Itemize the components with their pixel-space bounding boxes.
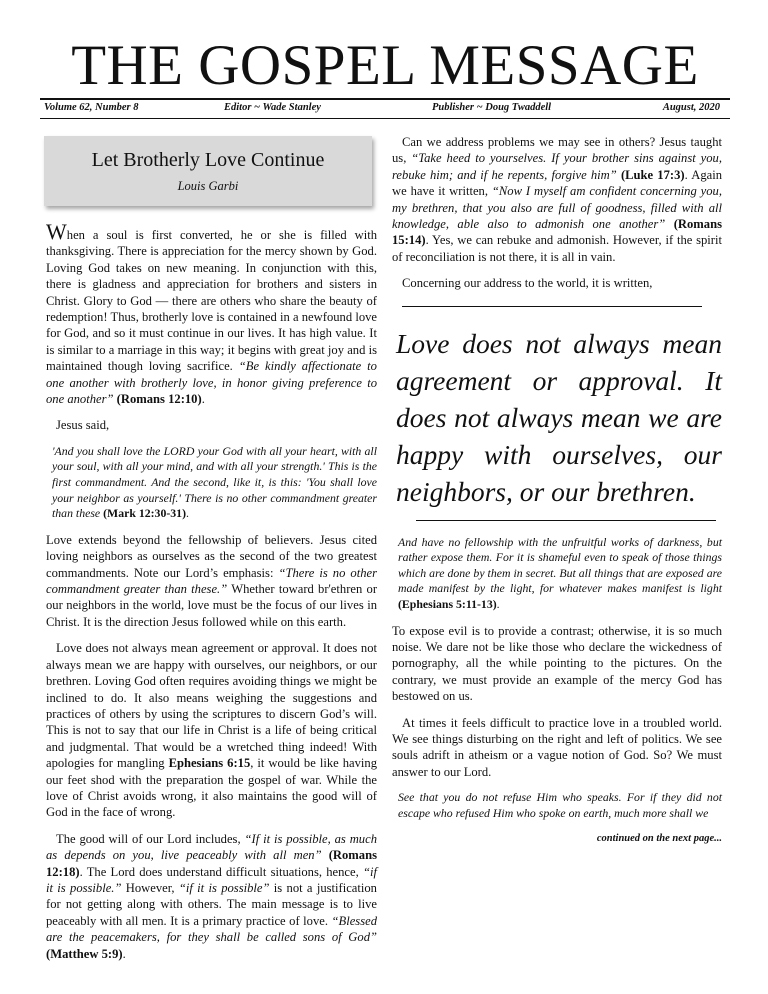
text: Whether toward br'ethren or our neighbors in the world, love must be the focus of our lives in Christ. It is the direction Jesus followed while on this earth. <box>46 582 378 629</box>
volume-number: Volume 62, Number 8 <box>44 102 139 113</box>
scripture-block <box>52 444 377 522</box>
paragraph <box>392 134 722 265</box>
text: , it would be like having our feet shod with the preparation the gospel of war. While the love of Christ avoids wrong, it also maintains the good will of God in the face of wrong. <box>46 756 377 820</box>
publisher: Publisher ~ Doug Twaddell <box>432 102 552 113</box>
scripture-block <box>398 790 722 821</box>
scripture-block <box>398 535 722 613</box>
paragraph <box>46 219 377 407</box>
paragraph <box>46 831 377 962</box>
scripture-quote: “There is no other commandment greater than these.” <box>46 565 377 597</box>
pullquote-rule-top <box>402 306 702 307</box>
editor: Editor ~ Wade Stanley <box>224 102 321 113</box>
text: Love does not always mean agreement or approval. It does not always mean we are happy with ourselves, our neighbors, or our brethren. Loving God often requires avoiding things we might be inclined to do. It also means weighing the suggestions and practices of others by using the scriptures to discern God’s will. This is not to say that our life in Christ is a life of being critical and judgmental. That would be a wretched thing indeed! With apologies for mangling <box>46 641 377 771</box>
scripture-quote: “If it is possible, as much as depends on you, live peaceably with all men” <box>46 831 377 863</box>
text: hen a soul is first converted, he or she is filled with thanksgiving. There is appreciation for the mercy shown by God. Loving God takes on new meaning. In conjunction with this, there is gladness and appreciation for brothers and sisters in Christ. Glory to God — there are others who share the beauty of redemption! Thus, brotherly love is contained in a newfound love for God, and so it must continue in our lives. It has high value. It is similar to a marriage in this way; it begins with great joy and is maintained though loving sacrifice. <box>46 228 377 374</box>
paragraph <box>46 532 377 630</box>
column-right <box>392 134 722 848</box>
pullquote-rule-bottom <box>416 520 716 521</box>
scripture-ref: (Matthew 5:9) <box>46 946 123 961</box>
text: . The Lord does understand difficult situations, hence, <box>79 864 363 879</box>
scripture-quote: “Take heed to yourselves. If your brother sins against you, rebuke him; and if he repents, forgive him” <box>392 151 722 182</box>
scripture-ref: (Luke 17:3) <box>620 167 685 182</box>
masthead-rule-bottom <box>40 118 730 119</box>
text: However, <box>121 880 179 895</box>
scripture-ref: (Mark 12:30-31) <box>103 506 187 521</box>
masthead-title: THE GOSPEL MESSAGE <box>71 34 699 97</box>
text: . <box>186 506 189 521</box>
scripture-ref: (Romans 12:18) <box>46 848 377 879</box>
masthead-rule-top <box>40 98 730 100</box>
text: . <box>122 946 126 961</box>
text: Can we address problems we may see in others? Jesus taught us, <box>392 135 722 166</box>
text: is not a justification for not getting along with others. The main message is to live peaceably with all men. It is a primary practice of love. <box>46 880 377 928</box>
scripture-quote: “Blessed are the peacemakers, for they shall be called sons of God” <box>46 913 377 945</box>
scripture-quote: “if it is possible” <box>178 880 270 895</box>
text: . <box>201 392 205 407</box>
continued-note: continued on the next page... <box>596 833 722 845</box>
text: Love extends beyond the fellowship of believers. Jesus cited loving neighbors as ourselves as the second of the two greatest commandments. Note our Lord’s emphasis: <box>46 532 377 580</box>
article-title-box <box>44 136 372 206</box>
text: . Yes, we can rebuke and admonish. However, if the spirit of reconciliation is not there, it is all in vain. <box>392 233 722 264</box>
article-title: Let Brotherly Love Continue <box>91 149 325 171</box>
paragraph <box>46 640 377 820</box>
pullquote: Love does not always mean agreement or approval. It does not always mean we are happy with ourselves, our neighbors, or our brethren. <box>396 327 722 507</box>
paragraph: To expose evil is to provide a contrast; otherwise, it is so much noise. We dare not be like those who declare the wickedness of pornography, all the while pointing to the pictures. On the contrary, we must provide an example of the mercy God has bestowed on us. <box>392 623 722 704</box>
text: . <box>496 597 500 612</box>
scripture-text: See that you do not refuse Him who speaks. For if they did not escape who refused Him who spoke on earth, much more shall we <box>398 790 722 820</box>
scripture-quote: “Be kindly affectionate to one another with brotherly love, in honor giving preference to one another” <box>46 359 377 407</box>
scripture-ref: (Ephesians 5:11-13) <box>398 597 497 612</box>
scripture-text: 'And you shall love the LORD your God with all your heart, with all your soul, with all your mind, and with all your strength.' This is the first commandment. And the second, like it, is this: 'You shall love your neighbor as yourself.' There is no other commandment greater than these <box>52 443 377 521</box>
paragraph: Jesus said, <box>56 418 110 433</box>
scripture-ref: (Romans 15:14) <box>392 217 722 248</box>
scripture-quote: “Now I myself am confident concerning you, my brethren, that you also are full of goodness, filled with all knowledge, able also to admonish one another” <box>392 184 722 232</box>
column-left <box>46 136 377 962</box>
scripture-ref: (Romans 12:10) <box>116 392 202 407</box>
scripture-ref: Ephesians 6:15 <box>168 756 251 771</box>
issue-date: August, 2020 <box>662 102 720 113</box>
paragraph: At times it feels difficult to practice love in a troubled world. We see things disturbing on the right and left of politics. We see souls adrift in atheism or a vague notion of God. So? We must answer to our Lord. <box>392 715 722 779</box>
article-author: Louis Garbi <box>177 179 239 193</box>
drop-cap: W <box>46 219 67 244</box>
paragraph: Concerning our address to the world, it is written, <box>402 276 653 291</box>
text: The good will of our Lord includes, <box>56 831 245 846</box>
scripture-text: And have no fellowship with the unfruitful works of darkness, but rather expose them. For it is shameful even to speak of those things which are done by them in secret. But all things that are exposed are made manifest by the light, for whatever makes manifest is light <box>398 534 722 596</box>
scripture-quote: “if it is possible.” <box>46 864 377 895</box>
text: . Again we have it written, <box>392 167 722 199</box>
